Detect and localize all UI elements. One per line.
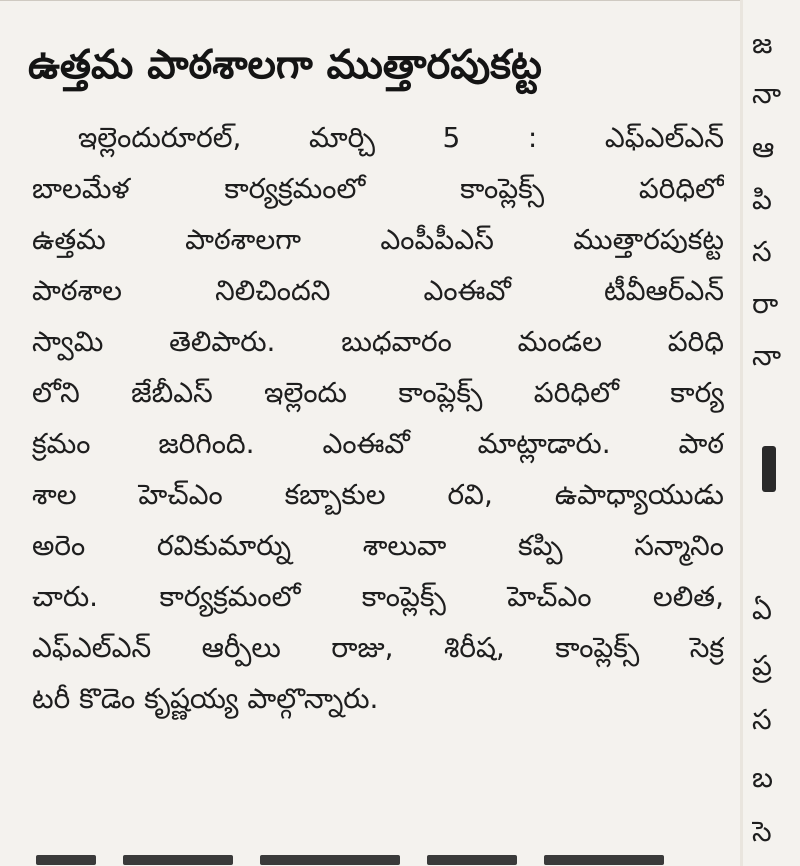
cropped-text-fragment <box>260 855 400 865</box>
section-marker <box>762 446 776 492</box>
top-rule <box>0 0 740 7</box>
adjacent-glyph: ప్ర <box>752 649 772 682</box>
article-line: ఎఫ్ఎల్ఎన్ ఆర్పీలు రాజు, శిరీష, కాంప్లెక్స్ సెక్ర <box>32 631 724 664</box>
adjacent-column-fragment <box>752 0 800 866</box>
adjacent-glyph: రా <box>752 287 779 320</box>
adjacent-glyph: సె <box>752 815 772 848</box>
article-line: బాలమేళ కార్యక్రమంలో కాంప్లెక్స్ పరిధిలో <box>32 172 724 205</box>
cropped-next-article-text <box>36 846 726 866</box>
article-line: చారు. కార్యక్రమంలో కాంప్లెక్స్ హెచ్ఎం లలిత, <box>32 580 724 613</box>
article-line: అరెం రవికుమార్ను శాలువా కప్పి సన్మానిం <box>32 529 724 562</box>
adjacent-glyph: బ <box>752 761 774 794</box>
adjacent-glyph: జ <box>752 27 773 60</box>
article-line: పాఠశాల నిలిచిందని ఎంఈవో టీవీఆర్ఎన్ <box>32 274 724 307</box>
article-line: లోని జేబీఎస్ ఇల్లెందు కాంప్లెక్స్ పరిధిలో కార్య <box>32 376 724 409</box>
article-line: శాల హెచ్ఎం కబ్బాకుల రవి, ఉపాధ్యాయుడు <box>32 478 724 511</box>
article-line: క్రమం జరిగింది. ఎంఈవో మాట్లాడారు. పాఠ <box>32 427 724 460</box>
article-line: ఉత్తమ పాఠశాలగా ఎంపీపీఎస్ ముత్తారపుకట్ట <box>32 223 724 256</box>
column-gutter <box>740 0 743 866</box>
adjacent-glyph: ఏ <box>752 593 772 626</box>
article-line: ఇల్లెందురూరల్, మార్చి 5 : ఎఫ్ఎల్ఎన్ <box>78 121 724 154</box>
adjacent-glyph: ఆ <box>752 131 775 164</box>
article-line: స్వామి తెలిపారు. బుధవారం మండల పరిధి <box>32 325 724 358</box>
cropped-text-fragment <box>544 855 664 865</box>
cropped-text-fragment <box>427 855 517 865</box>
article-line: టరీ కొడెం కృష్ణయ్య పాల్గొన్నారు. <box>32 682 379 715</box>
adjacent-glyph: పి <box>752 183 772 216</box>
adjacent-glyph: స <box>752 703 772 736</box>
article-body <box>32 112 724 724</box>
cropped-text-fragment <box>123 855 233 865</box>
adjacent-glyph: స <box>752 235 772 268</box>
cropped-text-fragment <box>36 855 96 865</box>
adjacent-glyph: నా <box>752 77 782 110</box>
adjacent-glyph: నా <box>752 339 782 372</box>
article-headline: ఉత్తమ పాఠశాలగా ముత్తారపుకట్ట <box>28 42 542 88</box>
